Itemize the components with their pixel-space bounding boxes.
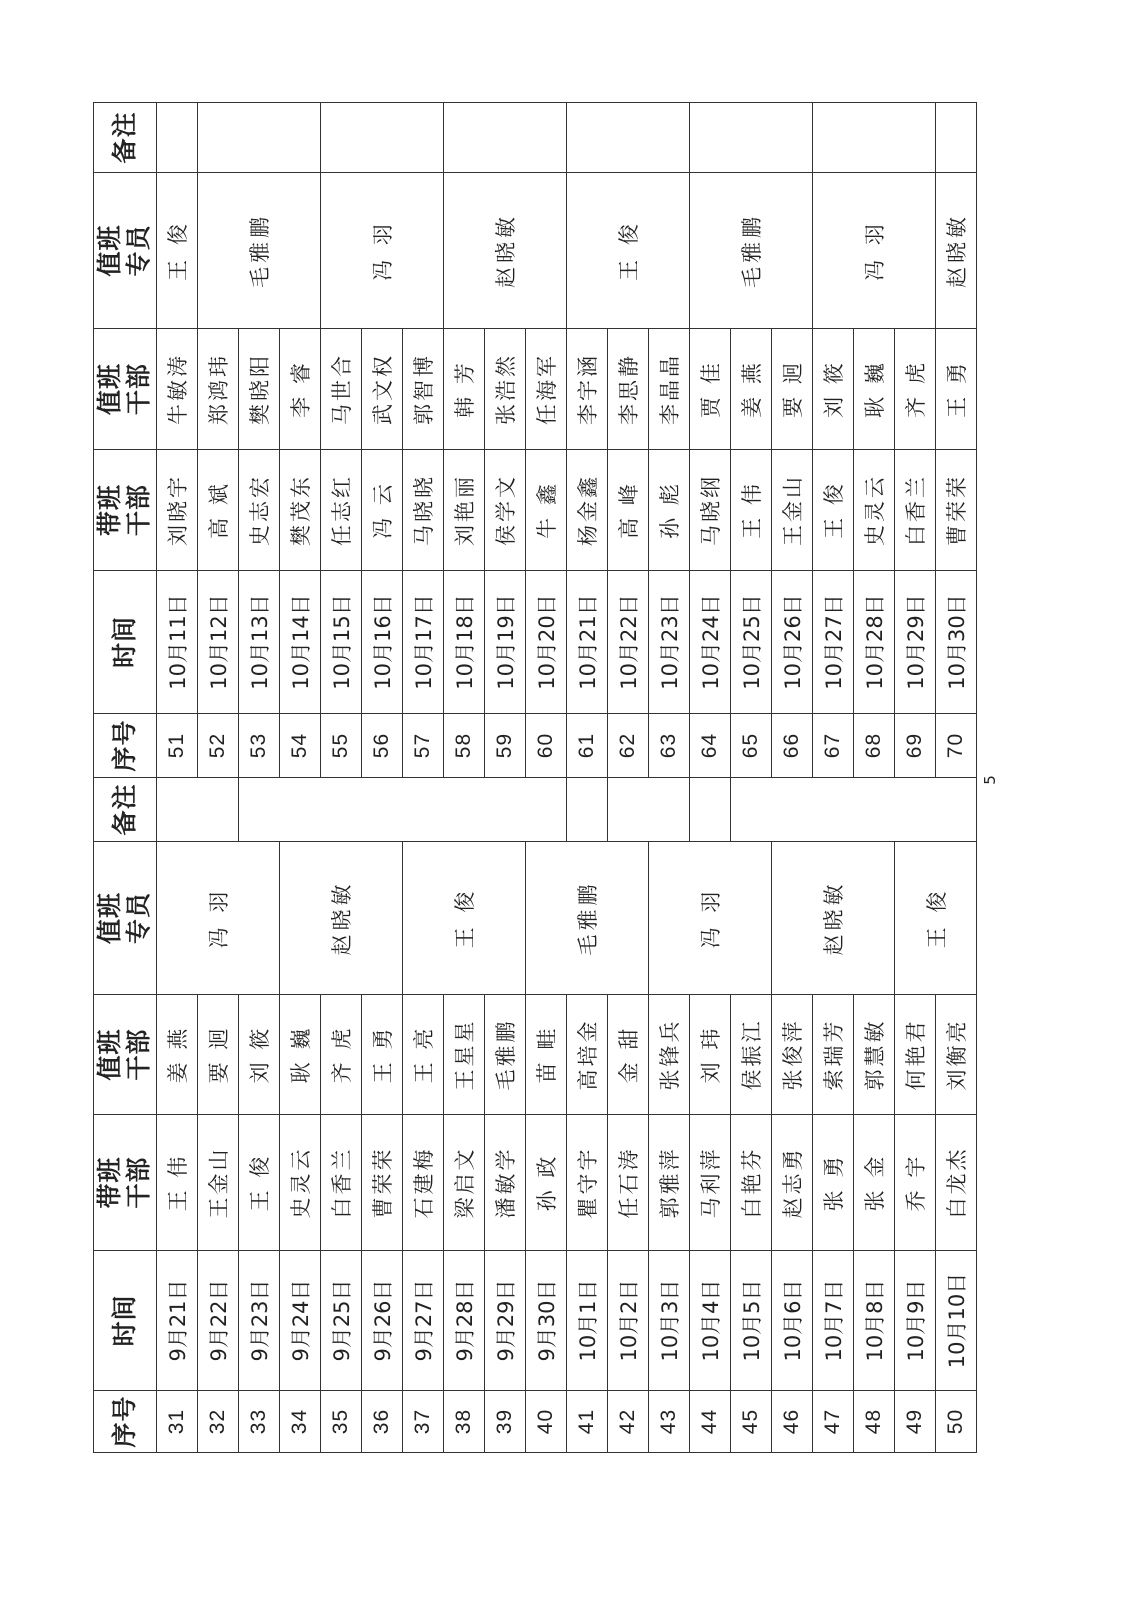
cadre-cell: 索瑞芳 [813,995,854,1115]
row-number: 51 [157,714,198,778]
row-number: 39 [485,1391,526,1453]
duty-officer-cell: 冯 羽 [813,173,936,329]
table-row [813,103,854,778]
date-cell: 9月23日 [239,1251,280,1391]
note-cell [198,103,321,173]
note-cell [813,103,936,173]
date-cell: 10月24日 [690,571,731,714]
leader-cell: 杨金鑫 [567,450,608,571]
cadre-cell: 刘 玮 [690,995,731,1115]
cadre-cell: 王星星 [444,995,485,1115]
duty-roster-table-left [93,777,977,1453]
date-cell: 10月20日 [526,571,567,714]
row-number: 68 [854,714,895,778]
leader-cell: 王 伟 [157,1115,198,1251]
leader-cell: 侯学文 [485,450,526,571]
date-cell: 10月5日 [731,1251,772,1391]
header-leader: 带班 干部 [94,1115,157,1251]
leader-cell: 马利萍 [690,1115,731,1251]
duty-officer-cell: 赵晓敏 [936,173,977,329]
cadre-cell: 苗 畦 [526,995,567,1115]
cadre-cell: 郭慧敏 [854,995,895,1115]
leader-cell: 张 勇 [813,1115,854,1251]
header-duty: 值班 专员 [94,173,157,329]
table-row [157,778,198,1453]
row-number: 64 [690,714,731,778]
duty-officer-cell: 毛雅鹏 [198,173,321,329]
leader-cell: 史灵云 [854,450,895,571]
cadre-cell: 张锋兵 [649,995,690,1115]
leader-cell: 曹荣荣 [362,1115,403,1251]
cadre-cell: 李 睿 [280,329,321,450]
row-number: 55 [321,714,362,778]
leader-cell: 任志红 [321,450,362,571]
row-number: 38 [444,1391,485,1453]
cadre-cell: 王 勇 [936,329,977,450]
date-cell: 10月14日 [280,571,321,714]
date-cell: 9月27日 [403,1251,444,1391]
row-number: 54 [280,714,321,778]
table-row [936,103,977,778]
header-row [94,103,157,778]
row-number: 40 [526,1391,567,1453]
leader-cell: 孙 彪 [649,450,690,571]
cadre-cell: 姜 燕 [157,995,198,1115]
leader-cell: 史志宏 [239,450,280,571]
table-row [280,778,321,1453]
note-cell [567,778,608,842]
cadre-cell: 张俊萍 [772,995,813,1115]
row-number: 46 [772,1391,813,1453]
date-cell: 10月16日 [362,571,403,714]
date-cell: 10月21日 [567,571,608,714]
row-number: 58 [444,714,485,778]
note-cell [731,778,977,842]
row-number: 65 [731,714,772,778]
duty-officer-cell: 毛雅鹏 [526,842,649,995]
leader-cell: 曹荣荣 [936,450,977,571]
date-cell: 9月21日 [157,1251,198,1391]
date-cell: 9月25日 [321,1251,362,1391]
header-cadre: 值班 干部 [94,995,157,1115]
date-cell: 9月29日 [485,1251,526,1391]
row-number: 50 [936,1391,977,1453]
duty-officer-cell: 王 俊 [895,842,977,995]
date-cell: 10月11日 [157,571,198,714]
note-cell [690,778,731,842]
duty-officer-cell: 赵晓敏 [280,842,403,995]
row-number: 63 [649,714,690,778]
row-number: 52 [198,714,239,778]
header-time: 时间 [94,1251,157,1391]
date-cell: 9月22日 [198,1251,239,1391]
leader-cell: 史灵云 [280,1115,321,1251]
leader-cell: 白香兰 [321,1115,362,1251]
leader-cell: 王 俊 [239,1115,280,1251]
date-cell: 10月6日 [772,1251,813,1391]
note-cell [157,103,198,173]
cadre-cell: 刘 筱 [239,995,280,1115]
note-cell [690,103,813,173]
cadre-cell: 郭智博 [403,329,444,450]
row-number: 48 [854,1391,895,1453]
row-number: 59 [485,714,526,778]
note-cell [608,778,690,842]
row-number: 47 [813,1391,854,1453]
cadre-cell: 刘 筱 [813,329,854,450]
row-number: 35 [321,1391,362,1453]
note-cell [321,103,444,173]
leader-cell: 冯 云 [362,450,403,571]
cadre-cell: 要 迥 [198,995,239,1115]
page-number: 5 [980,775,999,785]
date-cell: 10月29日 [895,571,936,714]
date-cell: 10月15日 [321,571,362,714]
header-seq: 序号 [94,1391,157,1453]
date-cell: 10月30日 [936,571,977,714]
row-number: 45 [731,1391,772,1453]
note-cell [444,103,567,173]
date-cell: 9月24日 [280,1251,321,1391]
cadre-cell: 王 亮 [403,995,444,1115]
row-number: 33 [239,1391,280,1453]
cadre-cell: 齐 虎 [895,329,936,450]
date-cell: 9月30日 [526,1251,567,1391]
duty-officer-cell: 冯 羽 [157,842,280,995]
duty-officer-cell: 赵晓敏 [772,842,895,995]
duty-officer-cell: 王 俊 [403,842,526,995]
date-cell: 10月18日 [444,571,485,714]
cadre-cell: 耿 巍 [280,995,321,1115]
date-cell: 10月4日 [690,1251,731,1391]
cadre-cell: 何艳君 [895,995,936,1115]
duty-officer-cell: 王 俊 [567,173,690,329]
table-row [198,103,239,778]
cadre-cell: 耿 巍 [854,329,895,450]
date-cell: 10月28日 [854,571,895,714]
note-cell [157,778,239,842]
cadre-cell: 贾 佳 [690,329,731,450]
cadre-cell: 李宇涵 [567,329,608,450]
leader-cell: 郭雅萍 [649,1115,690,1251]
row-number: 61 [567,714,608,778]
duty-officer-cell: 冯 羽 [321,173,444,329]
header-time: 时间 [94,571,157,714]
date-cell: 10月10日 [936,1251,977,1391]
row-number: 36 [362,1391,403,1453]
leader-cell: 赵志勇 [772,1115,813,1251]
leader-cell: 梁启文 [444,1115,485,1251]
date-cell: 10月25日 [731,571,772,714]
cadre-cell: 郑鸿玮 [198,329,239,450]
cadre-cell: 武文权 [362,329,403,450]
table-row [526,778,567,1453]
row-number: 41 [567,1391,608,1453]
row-number: 66 [772,714,813,778]
leader-cell: 马晓晓 [403,450,444,571]
row-number: 42 [608,1391,649,1453]
note-cell [567,103,690,173]
note-cell [239,778,567,842]
leader-cell: 刘艳丽 [444,450,485,571]
cadre-cell: 姜 燕 [731,329,772,450]
row-number: 34 [280,1391,321,1453]
row-number: 57 [403,714,444,778]
date-cell: 10月12日 [198,571,239,714]
leader-cell: 王 伟 [731,450,772,571]
leader-cell: 牛 鑫 [526,450,567,571]
cadre-cell: 金 甜 [608,995,649,1115]
date-cell: 10月22日 [608,571,649,714]
leader-cell: 孙 政 [526,1115,567,1251]
leader-cell: 潘敏学 [485,1115,526,1251]
leader-cell: 白龙杰 [936,1115,977,1251]
row-number: 56 [362,714,403,778]
date-cell: 10月1日 [567,1251,608,1391]
leader-cell: 刘晓宇 [157,450,198,571]
duty-officer-cell: 赵晓敏 [444,173,567,329]
table-row [403,778,444,1453]
leader-cell: 乔 宇 [895,1115,936,1251]
row-number: 31 [157,1391,198,1453]
header-cadre: 值班 干部 [94,329,157,450]
leader-cell: 白香兰 [895,450,936,571]
duty-officer-cell: 毛雅鹏 [690,173,813,329]
date-cell: 10月13日 [239,571,280,714]
date-cell: 10月9日 [895,1251,936,1391]
cadre-cell: 樊晓阳 [239,329,280,450]
cadre-cell: 张浩然 [485,329,526,450]
cadre-cell: 高培金 [567,995,608,1115]
cadre-cell: 马世合 [321,329,362,450]
leader-cell: 王金山 [198,1115,239,1251]
cadre-cell: 侯振江 [731,995,772,1115]
leader-cell: 石建梅 [403,1115,444,1251]
cadre-cell: 要 迥 [772,329,813,450]
leader-cell: 樊茂东 [280,450,321,571]
cadre-cell: 刘衡亮 [936,995,977,1115]
leader-cell: 任石涛 [608,1115,649,1251]
table-row [772,778,813,1453]
date-cell: 10月19日 [485,571,526,714]
cadre-cell: 毛雅鹏 [485,995,526,1115]
row-number: 62 [608,714,649,778]
row-number: 70 [936,714,977,778]
duty-officer-cell: 冯 羽 [649,842,772,995]
table-row [690,103,731,778]
row-number: 43 [649,1391,690,1453]
date-cell: 10月7日 [813,1251,854,1391]
cadre-cell: 王 勇 [362,995,403,1115]
date-cell: 10月8日 [854,1251,895,1391]
date-cell: 10月23日 [649,571,690,714]
leader-cell: 王 俊 [813,450,854,571]
header-seq: 序号 [94,714,157,778]
date-cell: 10月17日 [403,571,444,714]
row-number: 37 [403,1391,444,1453]
leader-cell: 王金山 [772,450,813,571]
date-cell: 9月28日 [444,1251,485,1391]
date-cell: 10月2日 [608,1251,649,1391]
table-row [321,103,362,778]
leader-cell: 白艳芬 [731,1115,772,1251]
leader-cell: 马晓纲 [690,450,731,571]
header-note: 备注 [94,778,157,842]
row-number: 67 [813,714,854,778]
cadre-cell: 齐 虎 [321,995,362,1115]
row-number: 53 [239,714,280,778]
row-number: 69 [895,714,936,778]
header-note: 备注 [94,103,157,173]
row-number: 49 [895,1391,936,1453]
header-duty: 值班 专员 [94,842,157,995]
cadre-cell: 李晶晶 [649,329,690,450]
cadre-cell: 韩 芳 [444,329,485,450]
duty-officer-cell: 王 俊 [157,173,198,329]
header-leader: 带班 干部 [94,450,157,571]
row-number: 60 [526,714,567,778]
header-row [94,778,157,1453]
cadre-cell: 牛敏涛 [157,329,198,450]
date-cell: 10月27日 [813,571,854,714]
table-row [567,103,608,778]
table-row [649,778,690,1453]
cadre-cell: 任海军 [526,329,567,450]
table-row [895,778,936,1453]
duty-roster-sheet [93,103,969,1453]
row-number: 44 [690,1391,731,1453]
duty-roster-table-right [93,102,977,778]
date-cell: 10月26日 [772,571,813,714]
leader-cell: 高 峰 [608,450,649,571]
note-cell [936,103,977,173]
cadre-cell: 李思静 [608,329,649,450]
table-row [157,103,198,778]
leader-cell: 高 斌 [198,450,239,571]
date-cell: 9月26日 [362,1251,403,1391]
date-cell: 10月3日 [649,1251,690,1391]
leader-cell: 张 金 [854,1115,895,1251]
leader-cell: 瞿守宇 [567,1115,608,1251]
row-number: 32 [198,1391,239,1453]
table-row [444,103,485,778]
